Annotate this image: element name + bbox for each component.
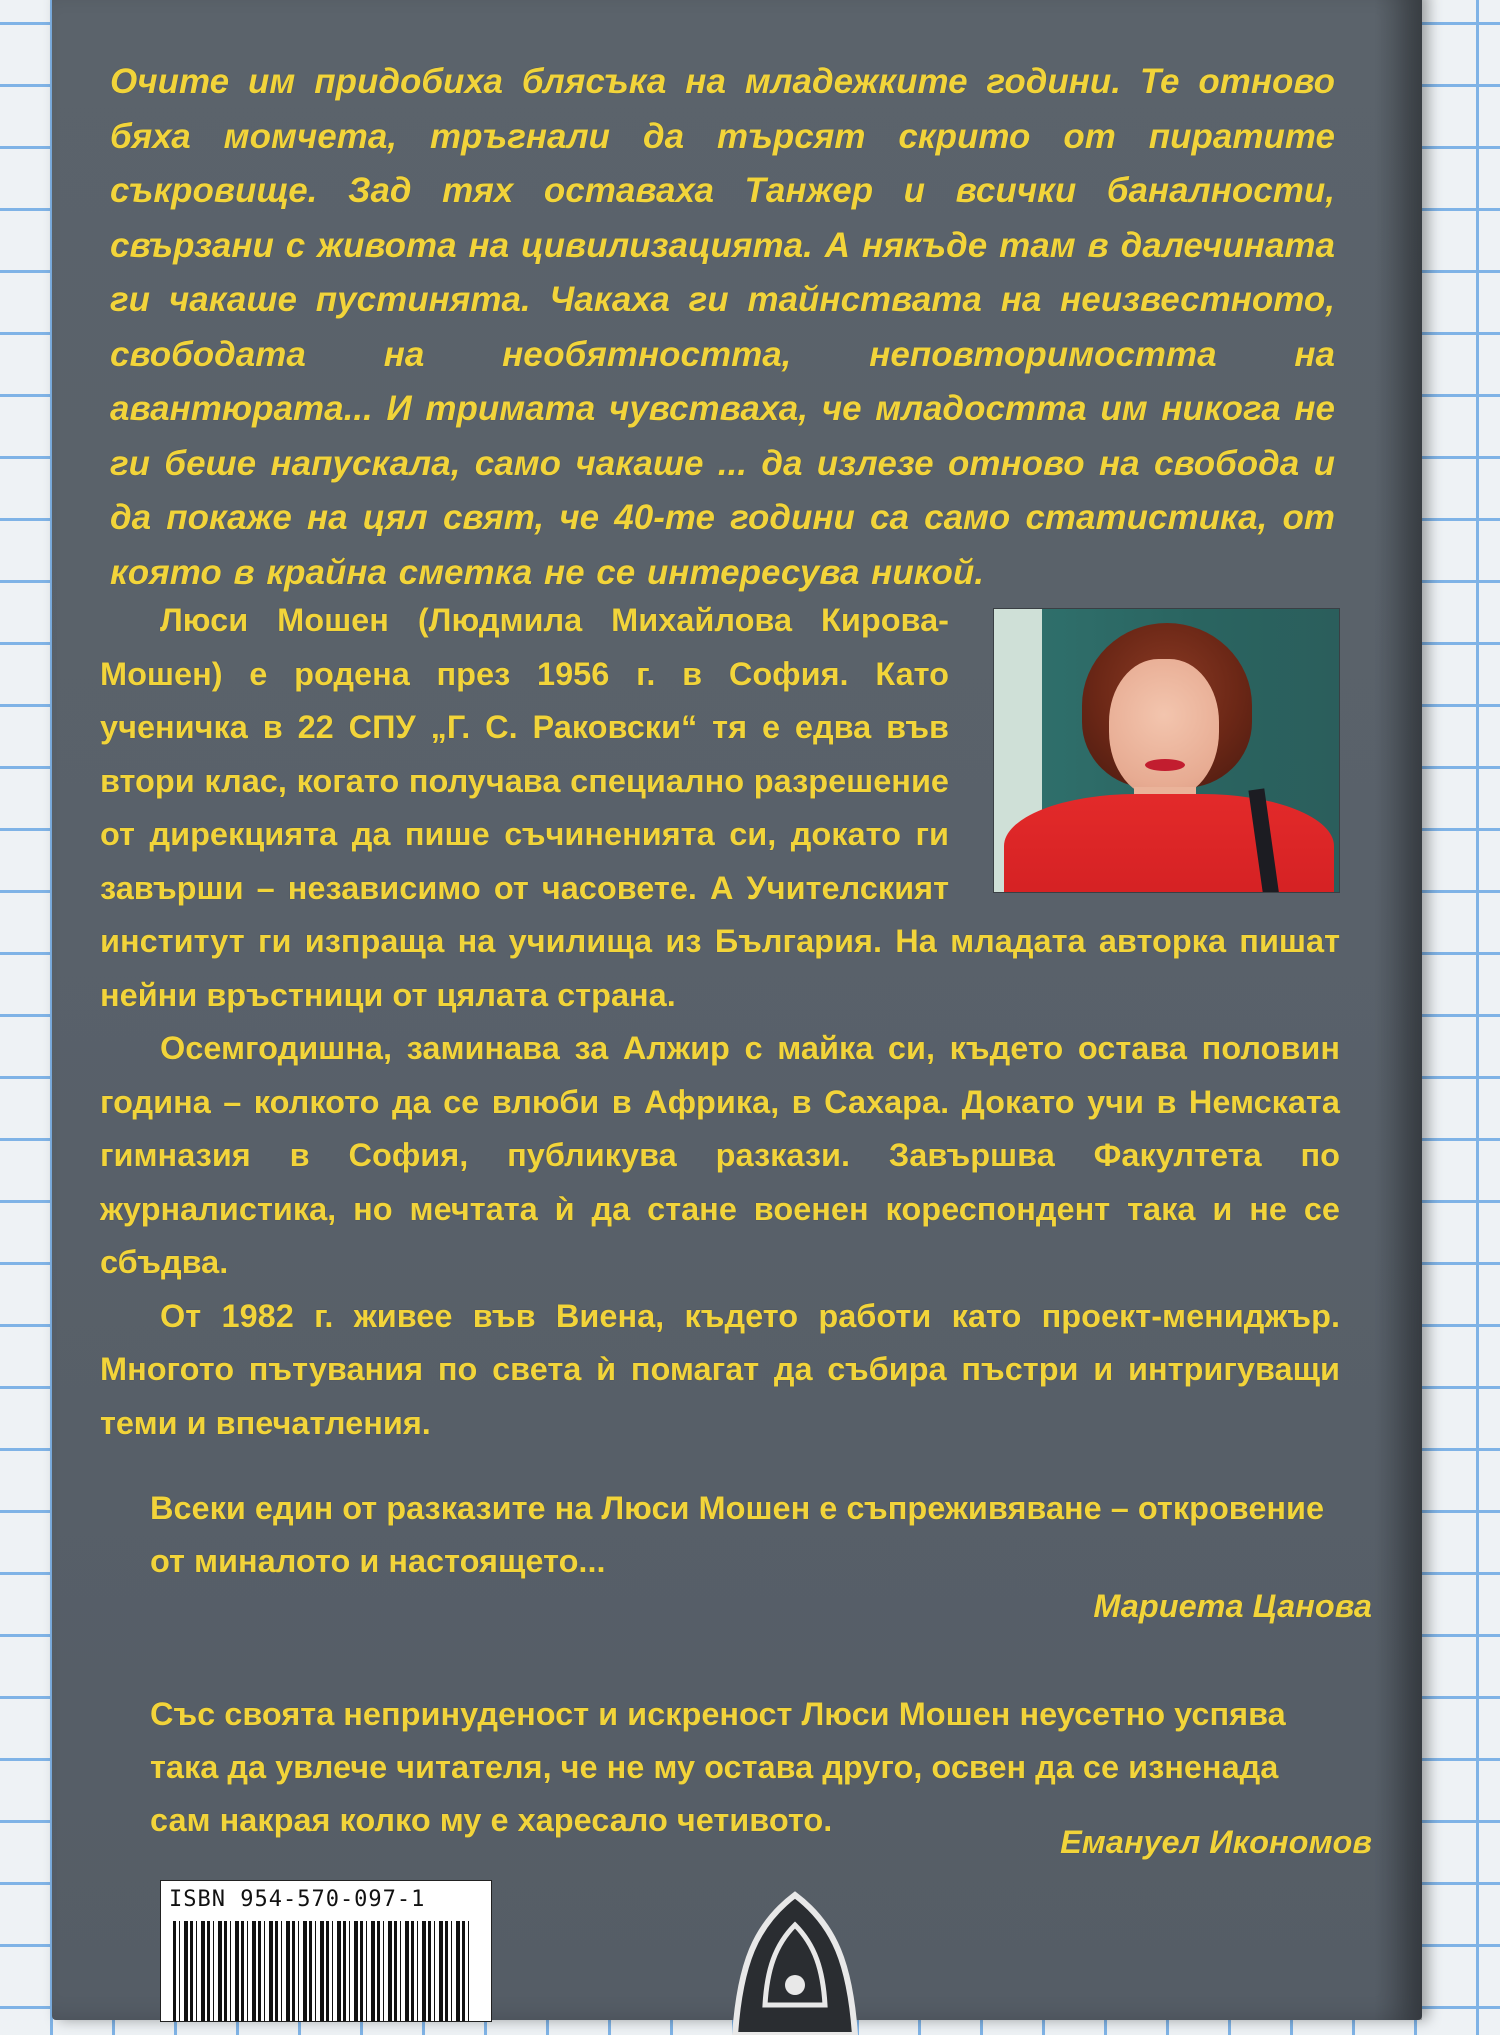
blurb-paragraph: Очите им придобиха блясъка на младежките години. Те отново бяха момчета, тръгнали да търсят скрито от пиратите съкровище. Зад тях оставаха Танжер и всички баналности, свързани с живота на цивилизацията. А някъде там в далечината ги чакаше пустинята. Чакаха ги тайнствата на неизвестното, свободата на необятността, неповторимостта на авантюрата... И тримата чувстваха, че младостта им никога не ги беше напускала, само чакаше ... да излезе отново на свобода и да покаже на цял свят, че 40-те години са само статистика, от която в крайна сметка не се интересува никой.: [110, 62, 1335, 592]
publisher-logo-icon: [715, 1885, 875, 2035]
review-author-1: Мариета Цанова: [1093, 1588, 1372, 1624]
barcode: [173, 1921, 473, 2021]
cover-edge-shadow: [1374, 0, 1422, 2020]
bio-paragraph-3: От 1982 г. живее във Виена, където работи като проект-мениджър. Многото пътувания по света ѝ помагат да събира пъстри и интригуващи теми и впечатления.: [100, 1297, 1340, 1441]
isbn-number: ISBN 954-570-097-1: [169, 1887, 426, 1912]
author-photo: [993, 608, 1340, 893]
review-quote-2: Със своята непринуденост и искреност Люси Мошен неусетно успява така да увлече читателя, че не му остава друго, освен да се изненада сам накрая колко му е харесало четивото.: [150, 1696, 1286, 1838]
bio-paragraph-2: Осемгодишна, заминава за Алжир с майка си, където остава половин година – колкото да се влюби в Африка, в Сахара. Докато учи в Немската гимназия в София, публикува разкази. Завършва Факултета по журналистика, но мечтата ѝ да стане военен кореспондент така и не се сбъдва.: [100, 1030, 1340, 1280]
author-bio: [100, 594, 1340, 1450]
bio-paragraph-1: Люси Мошен (Людмила Михайлова Кирова-Мошен) е родена през 1956 г. в София. Като ученичка в 22 СПУ „Г. С. Раковски“ тя е едва във втори клас, когато получава специално разрешение от дирекцията да пише съчиненията си, докато ги завърши – независимо от часовете. А Учителският институт ги изпраща на училища из България. На младата авторка пишат нейни връстници от цялата страна.: [100, 602, 1340, 1013]
isbn-barcode-label: [160, 1880, 492, 2022]
review-quote-1: Всеки един от разказите на Люси Мошен е съпреживяване – откровение от миналото и настоящето...: [150, 1490, 1325, 1579]
review-author-2: Емануел Икономов: [1060, 1824, 1372, 1860]
